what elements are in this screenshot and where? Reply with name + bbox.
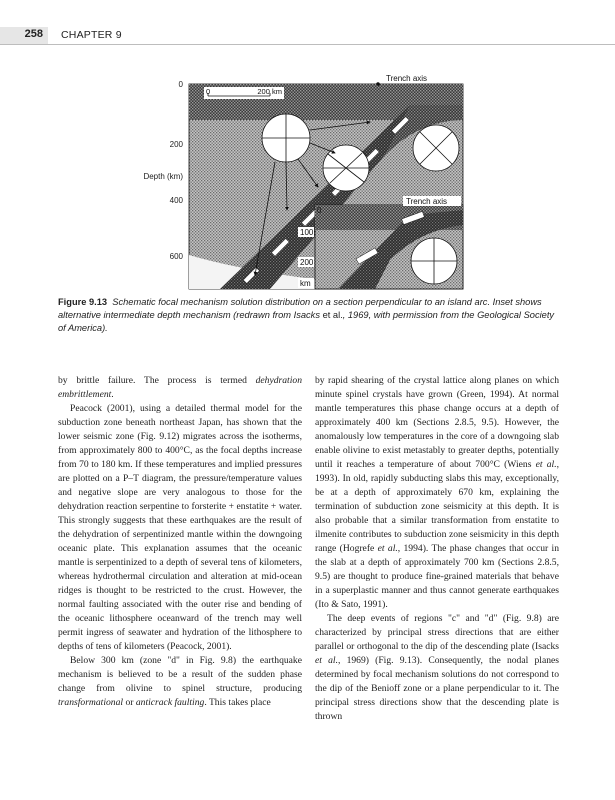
inset-tick-0: 0 [317,206,322,215]
text: . [111,389,114,400]
emphasis: et al. [535,459,557,470]
right-column [315,374,559,724]
scale-bar-start: 0 [206,87,211,96]
inset-trench-axis-label: Trench axis [406,197,448,206]
text: , 1994). The phase changes that occur in the slab at a depth of approximately 700 km (Sections 2.8.5, 9.5) are thought to produce fine-grained materials that behave in a superplastic manner and thus cannot generate earthquakes (Ito & Sato, 1991). [315,543,559,610]
figure-9-13 [120,75,480,295]
figure-label: Figure 9.13 [58,297,108,307]
caption-text-2: , 1969, with permission from the Geological Society of America). [58,310,555,333]
y-tick-0: 0 [178,80,183,89]
emphasis: et al. [377,543,398,554]
emphasis: anticrack faulting [135,697,205,708]
y-axis-label: Depth (km) [143,172,183,181]
scale-bar-end: 200 km [257,87,282,96]
text: Below 300 km (zone "d" in Fig. 9.8) the earthquake mechanism is believed to be a result of the sudden phase change from olivine to spinel structure, producing [58,655,302,694]
left-column [58,374,302,710]
text: by brittle failure. The process is termed [58,375,256,386]
paragraph: Peacock (2001), using a detailed thermal model for the subduction zone beneath northeast Japan, has shown that the lower seismic zone (Fig. 9.12) migrates across the isotherms, from approximately 800 to 400°C, as the focal depths increase from 70 to 180 km. If these temperatures and implied pressures are plotted on a P–T diagram, the pressure/temperature values and negative slope are very analogous to those for the dehydration reaction serpentine to forsterite + enstatite + water. This strongly suggests that these earthquakes are the result of the dehydration of serpentinized mantle within the downgoing oceanic plate. This explanation assumes that the oceanic mantle is serpentinized to a depth of several tens of kilometers, whereas hydrothermal circulation and alteration at mid-ocean ridges is thought to be restricted to the crust. However, the normal faulting associated with the outer rise and bending of the oceanic lithosphere oceanward of the trench may well permit ingress of seawater and hydration of the lithosphere to depths of tens of kilometers (Peacock, 2001). [58,403,302,652]
inset-tick-200: 200 [300,258,314,267]
y-tick-400: 400 [169,196,183,205]
emphasis: transformational [58,697,124,708]
text: The deep events of regions "c" and "d" (Fig. 9.8) are characterized by principal stress directions that are either parallel or orthogonal to the dip of the descending plate (Isacks [315,613,559,652]
inset-unit: km [300,279,311,288]
page-number: 258 [24,28,43,40]
running-header [0,27,615,45]
caption-text-1: Schematic focal mechanism solution distribution on a section perpendicular to an island arc. Inset shows alternative intermediate depth mechanism (redrawn from Isacks [58,297,542,320]
y-tick-600: 600 [169,252,183,261]
text: by rapid shearing of the crystal lattice along planes on which minute spinel crystals have grown (Green, 1994). At normal mantle temperatures this phase change occurs at a depth of approximately 400 km (Sections 2.8.5, 9.5). However, the anomalously low temperatures in the core of a downgoing slab enable olivine to exist metastably to greater depths, potentially until it reaches a temperature of about 700°C (Wiens [315,375,559,470]
text: . This takes place [204,697,271,708]
trench-axis-label: Trench axis [386,75,428,83]
caption-etal: et al. [322,310,343,320]
paragraph [58,374,302,402]
y-tick-200: 200 [169,140,183,149]
figure-caption [58,296,563,335]
text: , 1969) (Fig. 9.13). Consequently, the nodal planes determined by focal mechanism solutions do not correspond to the dip of the Benioff zone or a plane perpendicular to it. The principal stress directions show that the descending plate is thrown [315,655,559,722]
inset-tick-100: 100 [300,228,314,237]
text: or [123,697,136,708]
paragraph [315,612,559,724]
text: , 1993). In old, rapidly subducting slabs this may, exceptionally, be at a depth of approximately 670 km, explaining the termination of subduction zone seismicity at this depth. It is also probable that a similar transformation from enstatite to ilmenite contributes to subduction zone seismicity in this depth range (Hogrefe [315,459,559,554]
paragraph [58,654,302,710]
emphasis: dehydration embrittlement [58,375,302,400]
page-number-box [0,27,48,44]
paragraph [315,374,559,612]
chapter-title: CHAPTER 9 [61,29,122,41]
focal-mechanism-diagram [120,75,480,295]
emphasis: et al. [315,655,338,666]
